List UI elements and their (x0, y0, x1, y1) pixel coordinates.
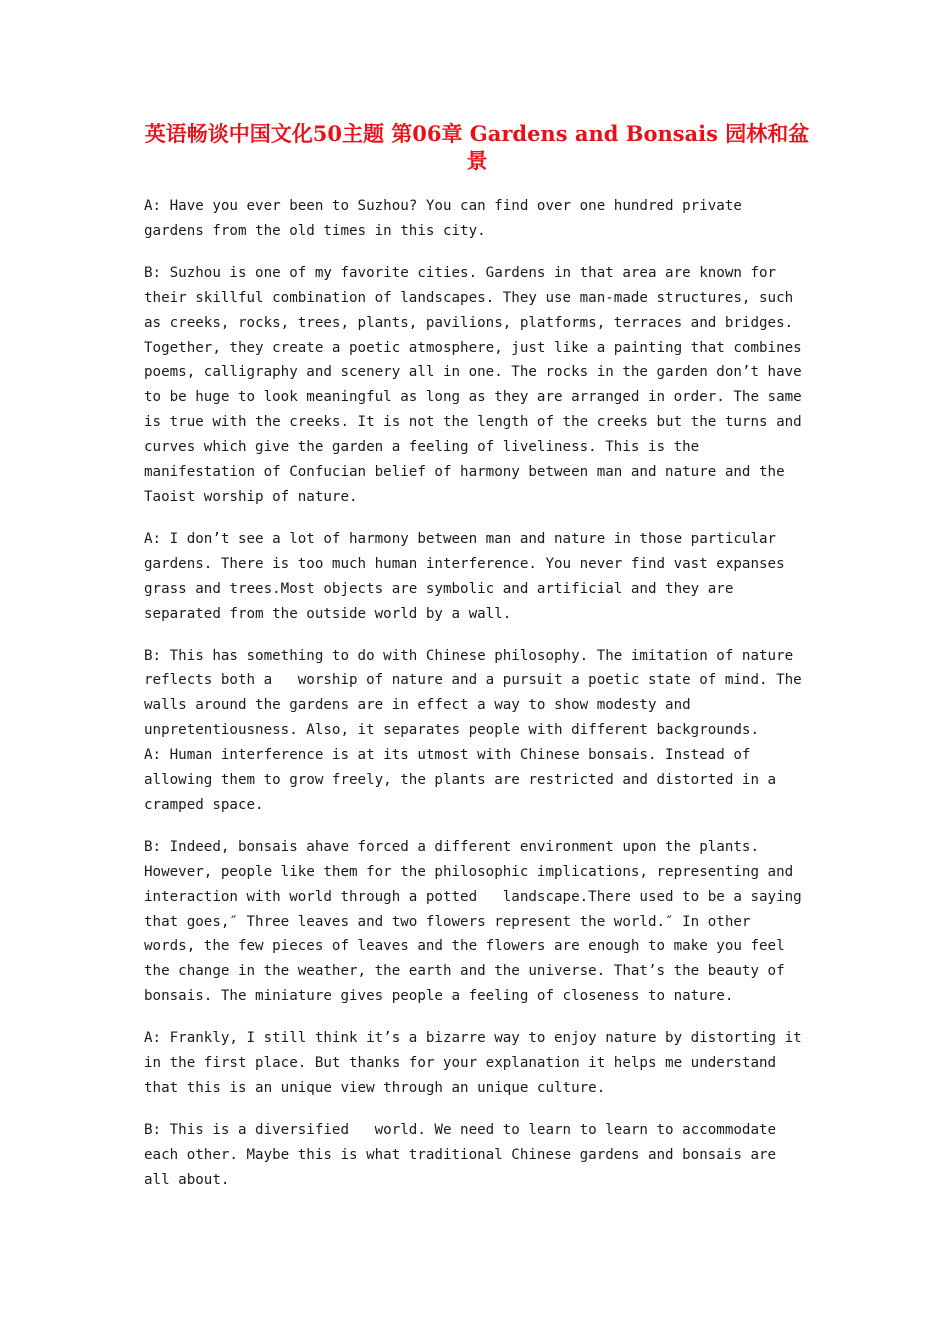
dialogue-paragraph-1: A: Have you ever been to Suzhou? You can find over one hundred private gardens from the old times in this city. (144, 198, 751, 239)
dialogue-paragraph-5: A: Human interference is at its utmost with Chinese bonsais. Instead of allowing them to grow freely, the plants are restricted and distorted in a cramped space. (144, 747, 785, 813)
document-page (144, 120, 810, 1210)
dialogue-paragraph-3: A: I don’t see a lot of harmony between man and nature in those particular gardens. There is too much human interference. You never find vast expanses grass and trees.Most objects are symbolic and artificial and they are separated from the outside world by a wall. (144, 530, 794, 622)
dialogue-paragraph-6: B: Indeed, bonsais ahave forced a different environment upon the plants. However, people like them for the philosophic implications, representing and interaction with world through a potted landscape.There used to be a saying that goes,″ Three leaves and two flowers represent the world.″ In other words, the few pieces of leaves and the flowers are enough to make you feel the change in the weather, the earth and the universe. That’s the beauty of bonsais. The miniature gives people a feeling of closeness to nature. (144, 838, 811, 1005)
dialogue-paragraph-4: B: This has something to do with Chinese philosophy. The imitation of nature reflects both a worship of nature and a pursuit a poetic state of mind. The walls around the gardens are in effect a way to show modesty and unpretentiousness. Also, it separates people with different backgrounds. (144, 647, 811, 739)
document-title: 英语畅谈中国文化50主题 第06章 Gardens and Bonsais 园林和盆景 (144, 121, 810, 173)
dialogue-paragraph-2: B: Suzhou is one of my favorite cities. Gardens in that area are known for their skillful combination of landscapes. They use man-made structures, such as creeks, rocks, trees, plants, pavilions, platforms, terraces and bridges. Together, they create a poetic atmosphere, just like a painting that combines poems, calligraphy and scenery all in one. The rocks in the garden don’t have to be huge to look meaningful as long as they are arranged in order. The same is true with the creeks. It is not the length of the creeks but the turns and curves which give the garden a feeling of liveliness. This is the manifestation of Confucian belief of harmony between man and nature and the Taoist worship of nature. (144, 264, 811, 505)
dialogue-paragraph-8: B: This is a diversified world. We need to learn to learn to accommodate each other. Maybe this is what traditional Chinese gardens and bonsais are all about. (144, 1121, 785, 1188)
dialogue-paragraph-7: A: Frankly, I still think it’s a bizarre way to enjoy nature by distorting it in the first place. But thanks for your explanation it helps me understand that this is an unique view through an unique culture. (144, 1030, 811, 1096)
